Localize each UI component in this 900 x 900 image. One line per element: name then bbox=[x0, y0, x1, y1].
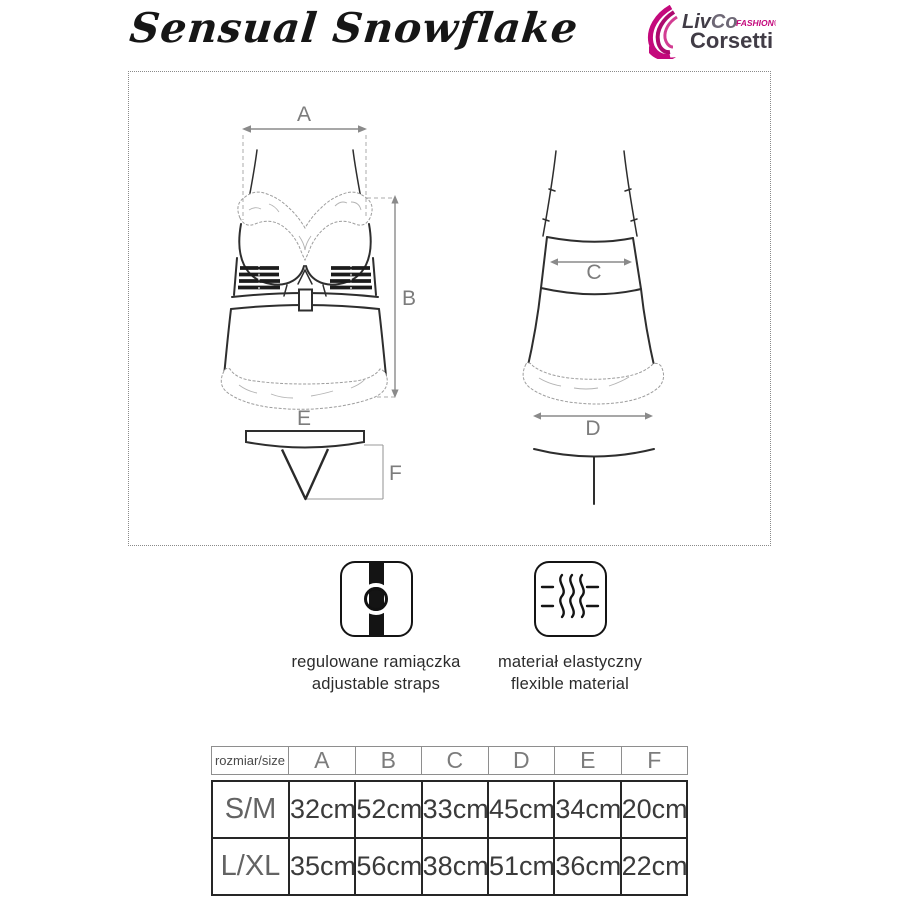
back-dimensions bbox=[533, 258, 653, 440]
dim-label-e: E bbox=[296, 407, 312, 430]
dim-label-a: A bbox=[296, 103, 312, 126]
col-header-d: D bbox=[488, 747, 555, 775]
col-header-c: C bbox=[422, 747, 489, 775]
col-header-a: A bbox=[289, 747, 356, 775]
cell-value: 51cm bbox=[488, 838, 554, 895]
feature-caption bbox=[266, 651, 486, 696]
size-label: S/M bbox=[212, 781, 289, 838]
brand-logo-svg bbox=[644, 5, 776, 59]
brand-swirl-icon bbox=[649, 7, 677, 59]
strap-ring bbox=[364, 587, 388, 611]
front-dimensions bbox=[242, 103, 416, 398]
size-label: L/XL bbox=[212, 838, 289, 895]
cell-value: 35cm bbox=[289, 838, 355, 895]
feature-adjustable-straps bbox=[266, 558, 486, 696]
feature-label-en: flexible material bbox=[510, 675, 630, 694]
cell-value: 56cm bbox=[355, 838, 421, 895]
cell-value: 52cm bbox=[355, 781, 421, 838]
feature-label-en: adjustable straps bbox=[311, 675, 441, 694]
cell-value: 22cm bbox=[621, 838, 687, 895]
cell-value: 33cm bbox=[422, 781, 488, 838]
cell-value: 45cm bbox=[488, 781, 554, 838]
feature-label-pl: regulowane ramiączka bbox=[291, 653, 461, 671]
table-header-row bbox=[212, 747, 688, 775]
cell-value: 20cm bbox=[621, 781, 687, 838]
size-table bbox=[211, 746, 688, 896]
thong-drawing bbox=[246, 431, 364, 499]
table-row-lxl bbox=[212, 838, 687, 895]
garment-diagram-svg bbox=[129, 72, 770, 545]
page-title: Sensual Snowflake bbox=[127, 4, 581, 52]
dim-label-f: F bbox=[389, 462, 402, 485]
table-row-sm bbox=[212, 781, 687, 838]
col-header-f: F bbox=[621, 747, 688, 775]
feature-label-pl: materiał elastyczny bbox=[497, 653, 643, 671]
feature-flexible-material bbox=[460, 558, 680, 696]
cell-value: 36cm bbox=[554, 838, 620, 895]
dim-label-c: C bbox=[586, 261, 602, 284]
cell-value: 38cm bbox=[422, 838, 488, 895]
back-garment-drawing bbox=[523, 151, 663, 504]
brand-logo bbox=[644, 5, 776, 59]
dim-label-b: B bbox=[402, 287, 417, 310]
flexible-material-icon bbox=[534, 561, 607, 637]
brand-name-livco: LivCo bbox=[682, 11, 738, 33]
corner-label: rozmiar/size bbox=[212, 747, 289, 775]
adjustable-straps-icon bbox=[340, 561, 413, 637]
measurement-diagram bbox=[128, 71, 771, 546]
wavy-lines-icon bbox=[536, 563, 604, 634]
dim-label-d: D bbox=[585, 417, 601, 440]
feature-caption bbox=[460, 651, 680, 696]
size-table-header bbox=[211, 746, 688, 775]
col-header-e: E bbox=[555, 747, 622, 775]
cell-value: 32cm bbox=[289, 781, 355, 838]
cell-value: 34cm bbox=[554, 781, 620, 838]
col-header-b: B bbox=[355, 747, 422, 775]
brand-fashion-label: FASHION® bbox=[736, 18, 776, 28]
size-table-body bbox=[211, 780, 688, 896]
front-garment-drawing bbox=[221, 150, 387, 409]
brand-name-corsetti: Corsetti bbox=[690, 28, 774, 53]
